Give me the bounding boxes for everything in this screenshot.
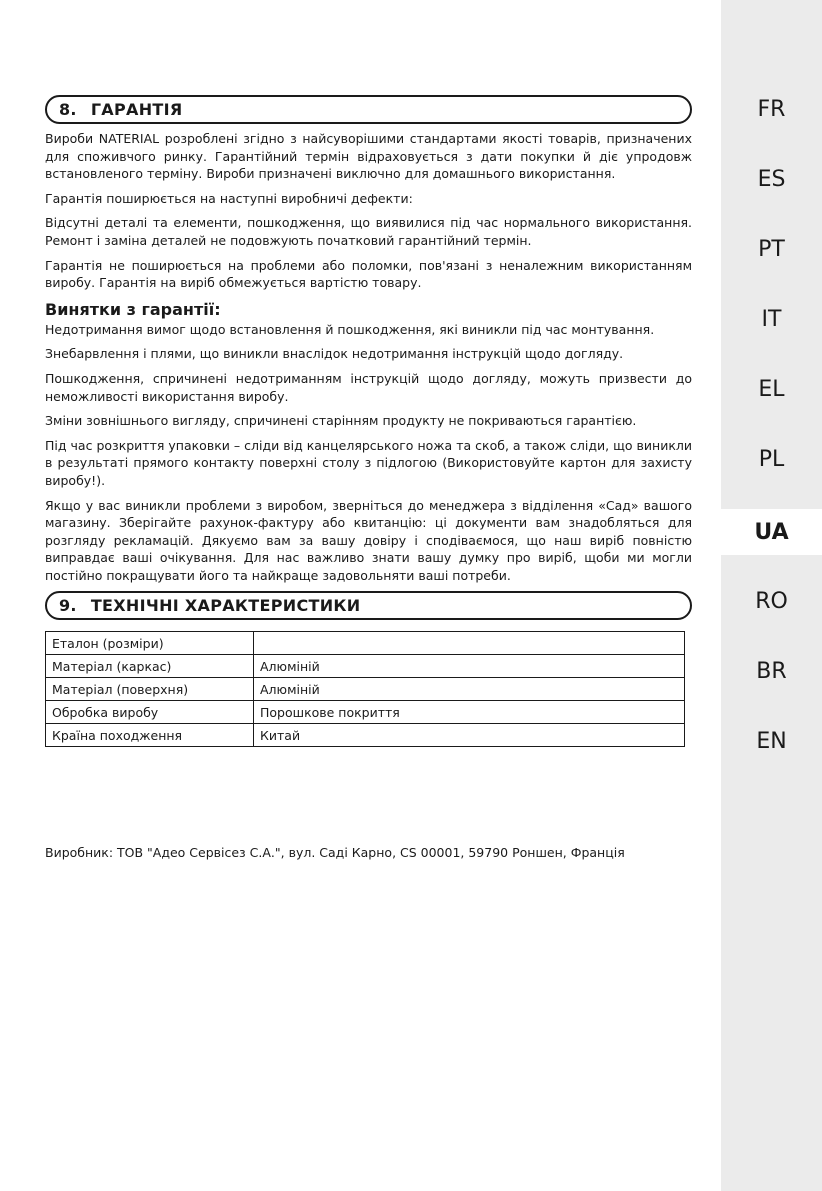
exclusion-item: Якщо у вас виникли проблеми з виробом, зверніться до менеджера з відділення «Сад» вашого магазину. Зберігайте рахунок-фактуру або квитанцію: ці документи вам знадобляться для розгляду рекламацій. Дякуємо вам за вашу довіру і сподіваємося, що наш виріб повністю виправдає ваші очікування. Для нас важливо знати вашу думку про виріб, щоби ми могли постійно покращувати його та найкраще задовольняти ваші потреби. [45, 497, 692, 583]
spec-value [254, 632, 685, 655]
lang-tab-pl[interactable]: PL [758, 446, 785, 472]
specs-section-number: 9. [59, 596, 77, 616]
spec-value: Порошкове покриття [254, 701, 685, 724]
manufacturer-info: Виробник: ТОВ "Адео Сервісез С.А.", вул. Саді Карно, CS 00001, 59790 Роншен, Франція [45, 845, 625, 860]
table-row [46, 632, 685, 655]
exclusions-heading: Винятки з гарантії: [45, 299, 221, 319]
specs-table [45, 631, 685, 747]
warranty-paragraph: Вироби NATERIAL розроблені згідно з найсуворішими стандартами якості товарів, призначених для споживчого ринку. Гарантійний термін відраховується з дати покупки й діє упродовж встановленого терміну. Вироби призначені виключно для домашнього використання. [45, 131, 692, 182]
warranty-section-title: ГАРАНТІЯ [90, 100, 183, 119]
lang-tab-pt[interactable]: PT [758, 236, 785, 262]
lang-tab-br[interactable]: BR [756, 658, 787, 684]
warranty-paragraph: Гарантія не поширюється на проблеми або поломки, пов'язані з неналежним використанням виробу. Гарантія на виріб обмежується вартістю товару. [45, 257, 692, 291]
specs-section-title: ТЕХНІЧНІ ХАРАКТЕРИСТИКИ [90, 596, 361, 616]
warranty-paragraph: Відсутні деталі та елементи, пошкодження, що виявилися під час нормального використання. Ремонт і заміна деталей не подовжують початковий гарантійний термін. [45, 215, 692, 248]
spec-label: Обробка виробу [46, 701, 254, 724]
table-row [46, 701, 685, 724]
spec-label: Матеріал (каркас) [46, 655, 254, 678]
lang-tab-ua[interactable]: UA [721, 509, 822, 555]
warranty-section-header [45, 95, 692, 124]
lang-tab-el[interactable]: EL [758, 376, 785, 402]
lang-tab-it[interactable]: IT [761, 306, 782, 332]
exclusion-item: Недотримання вимог щодо встановлення й пошкодження, які виникли під час монтування. [45, 321, 655, 337]
exclusion-item: Під час розкриття упаковки – сліди від канцелярського ножа та скоб, а також сліди, що виникли в результаті прямого контакту поверхні столу з підлогою (Використовуйте картон для захисту виробу!). [45, 437, 692, 488]
spec-label: Країна походження [46, 724, 254, 747]
main-content [45, 95, 692, 747]
spec-value: Алюміній [254, 655, 685, 678]
spec-label: Матеріал (поверхня) [46, 678, 254, 701]
exclusion-item: Зміни зовнішнього вигляду, спричинені старінням продукту не покриваються гарантією. [45, 413, 637, 429]
lang-tab-en[interactable]: EN [756, 728, 787, 754]
exclusion-item: Знебарвлення і плями, що виникли внаслідок недотримання інструкцій щодо догляду. [45, 346, 624, 362]
spec-label: Еталон (розміри) [46, 632, 254, 655]
warranty-paragraph: Гарантія поширюється на наступні виробничі дефекти: [45, 190, 413, 206]
warranty-section-number: 8. [59, 100, 77, 119]
table-row [46, 724, 685, 747]
spec-value: Алюміній [254, 678, 685, 701]
specs-section-header [45, 591, 692, 620]
exclusion-item: Пошкодження, спричинені недотриманням інструкцій щодо догляду, можуть призвести до неможливості використання виробу. [45, 370, 692, 404]
table-row [46, 655, 685, 678]
lang-tab-fr[interactable]: FR [757, 96, 786, 122]
spec-value: Китай [254, 724, 685, 747]
lang-tab-es[interactable]: ES [757, 166, 786, 192]
language-sidebar [721, 0, 822, 1191]
lang-tab-ro[interactable]: RO [755, 588, 788, 614]
table-row [46, 678, 685, 701]
